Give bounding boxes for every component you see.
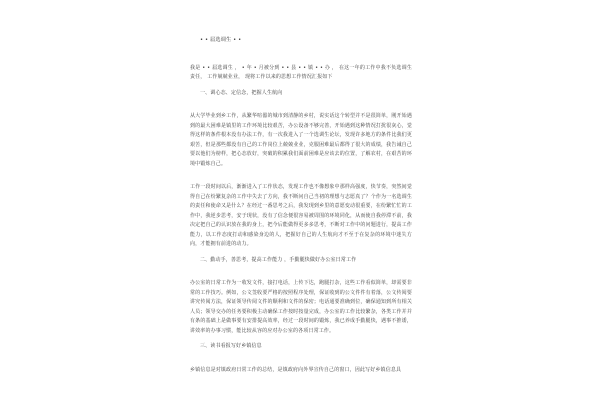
- section-2-heading: 二、勤动手，善思考，提高工作能力 ，手勤腿快做好办公室日常工作: [200, 256, 357, 263]
- spacer: [190, 169, 412, 183]
- section-1-paragraph-2: 工作一段时间以后，渐渐进入了工作状态，发现工作也不像想象中那样高强度，快节奏，突然间觉得自己在纷繁复杂的工作中失去了方向，我不断问自己当初的理想与志愿真了？个作为一名选调生的责任和使命又是什么？在经过一番思考之后，我发现到乡里的意愿变动很重要，在纷繁忙忙的工作中，我逆步思考，安于现状，没有了信念便很容易被周围的环境同化，从而使自我停滞不前，我决定把自己的认识放在我的身上，把今后能做得更多多思考，不断对工作中的问题进行，提高工作能力，以工作态度打动和感染身边的人，把握好自己的人生航向才不至于在复杂的环境中迷失方向，才能拥有前进的动力。: [190, 184, 412, 247]
- document-body: [190, 36, 412, 375]
- section-1-heading: 一、调心态、定信念，把握人生航向: [200, 89, 283, 96]
- section-1-paragraph-1: 从大学毕业到乡工作，从繁华喧嚣的城市到清静的乡村，说实话这个转型并不是很简单，刚开始遇到的最大困难是镇里的工作环境比较艰苦，办公设备不够完善，开始遇到这种情况打扰很灰心，觉得这样的条件根本没有办法工作，有一次我进入了一个选调生论坛，发现许多地方的条件比我们更艰苦，但是那些都没有自己的工作岗位上兢兢业业，克服困难最后都得了很大的成绩，我告诫自己要以他们为榜样，把心态放好，突破的积累我们面前困难是应该去的位置，了解农村，在艰苦的环境中锻炼自己。: [190, 113, 412, 167]
- section-3-paragraph-1: 乡镇信息是对镇政府日常工作的总结，是镇政府向外界宣传自己的窗口，因此写好乡镇信息具: [190, 366, 402, 373]
- spacer: [190, 265, 412, 279]
- intro-paragraph: 我是 • • 届选调生 ， • 年 • 月被分到 • • 县 • • 镇 • • 办 ， 在这一年的工作中我不负选调生责任， 工作兢兢业业， 现将工作以来的思想工作情况汇报如下: [190, 64, 412, 80]
- section-2-paragraph-1: 办公室的日常工作为一收发文件，接打电话，上传下达，跑腿打杂，这些工作看似简单，却需要非常的工作技巧。例如，公文签收要严格的按照程序处理，保证收到的公文件件有着落，公文传阅要讲究传阅方法，保证领导传阅文件的顺利和文件的保密；电话通要准确到位，确保通知到所有相关人员；领导交办的任务要积极主动确保工作按时按量完成，办公室的工作比较繁杂，各类工作并并有条的基础上是做事要有安排提高效率，经过一段时间的锻炼，我已养成手勤腿快，遇事不推诿，讲效率的办事习惯，能比较从容的应对办公室的各项日常工作。: [190, 280, 412, 334]
- spacer: [190, 98, 412, 112]
- section-3-heading: 三、读书看报写好乡镇信息: [200, 343, 262, 349]
- document-title: • • 届选调生 • •: [200, 37, 242, 43]
- spacer: [190, 352, 412, 366]
